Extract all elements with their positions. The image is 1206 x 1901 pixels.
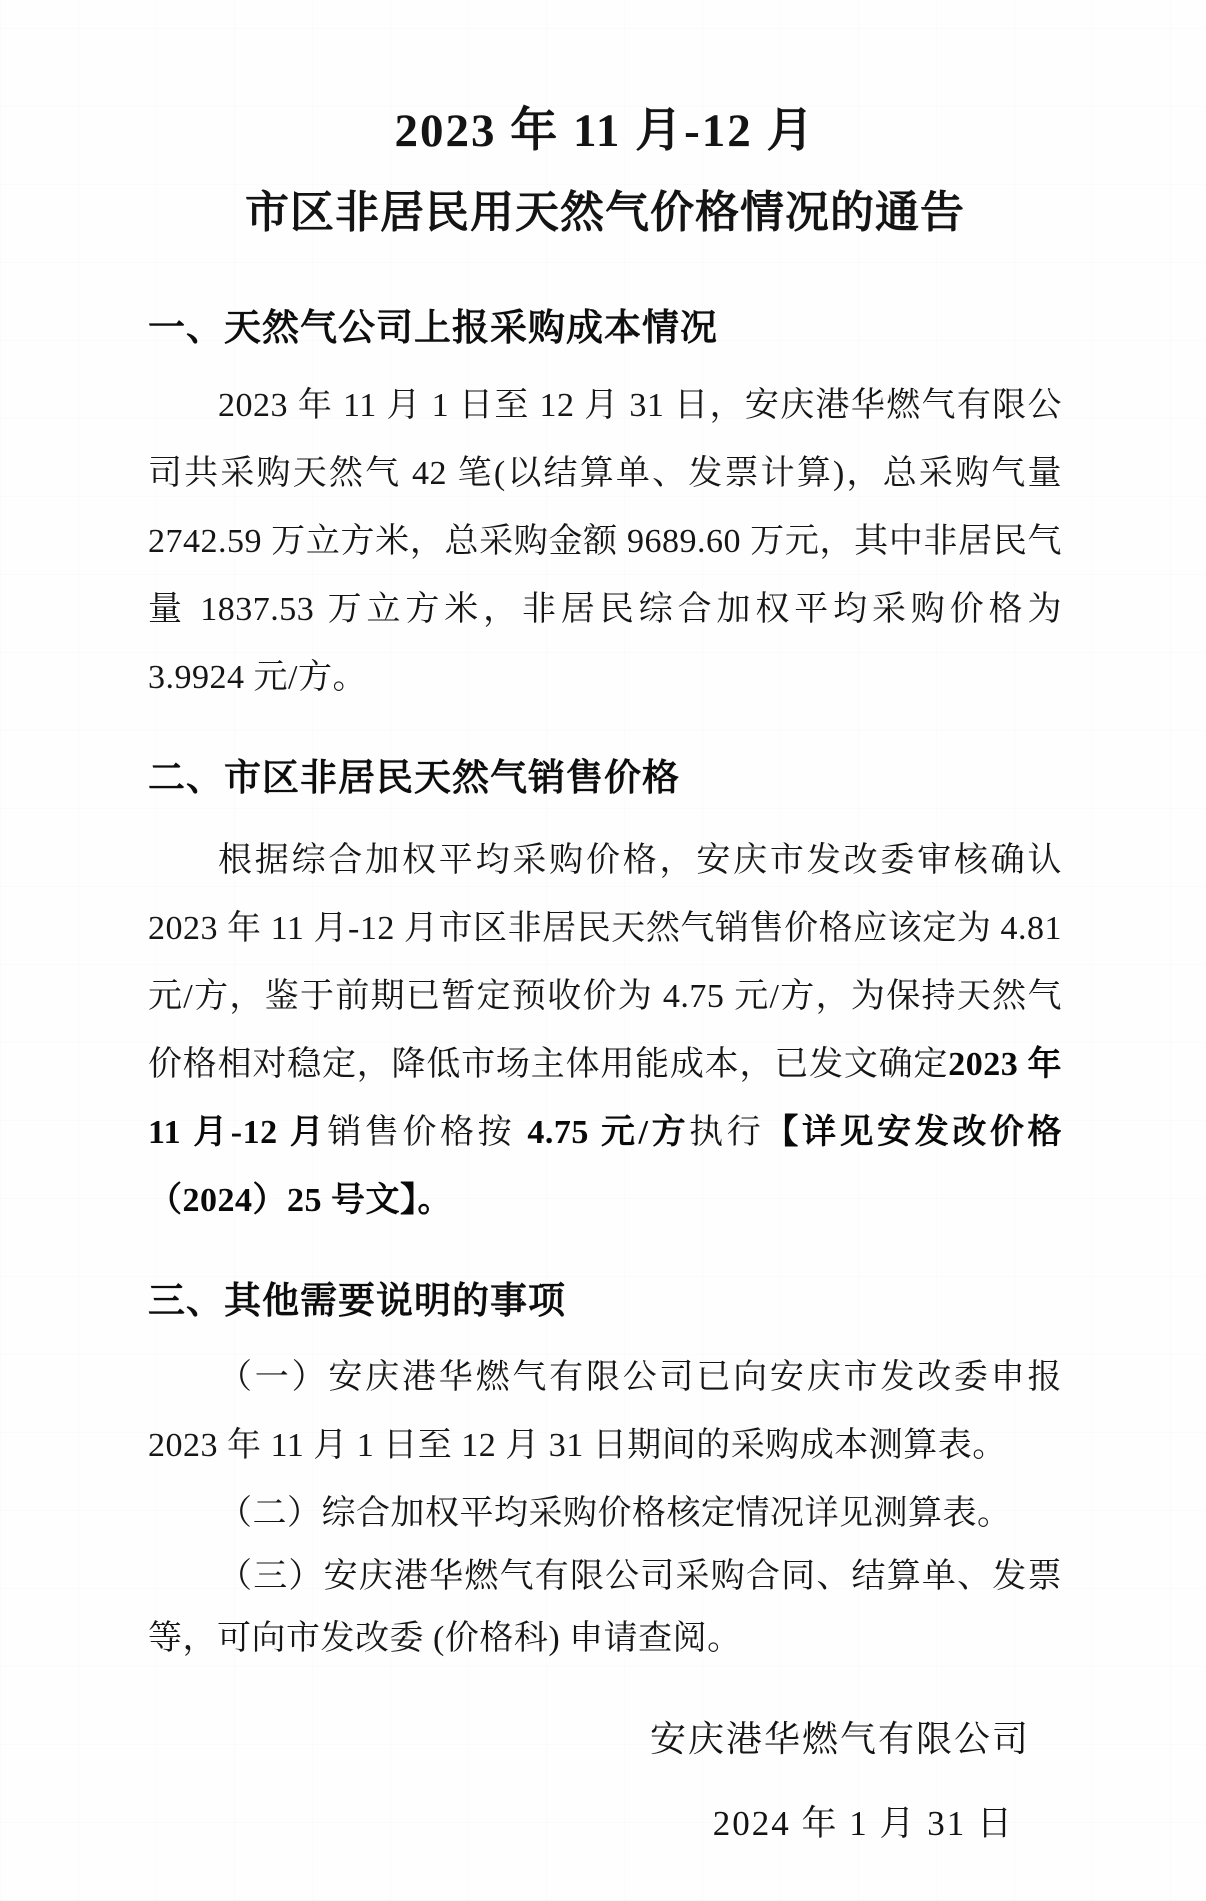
section2-run-6-bold: 【详见安发改价格（2024）25 号文】。 <box>148 1114 1062 1220</box>
section2-run-5: 执行 <box>689 1114 765 1152</box>
notice-content <box>148 0 1062 1846</box>
section2-heading: 二、市区非居民天然气销售价格 <box>148 757 680 799</box>
title-line-1: 2023 年 11 月-12 月 <box>394 105 816 157</box>
section2-run-2-bold: 2023 年 11 月-12 月 <box>148 1046 1063 1152</box>
section1-paragraph: 2023 年 11 月 1 日至 12 月 31 日，安庆港华燃气有限公司共采购天然气 42 笔(以结算单、发票计算)，总采购气量 2742.59 万立方米，总采购金额 9689.60 万元，其中非居民气量 1837.53 万立方米，非居民综合加权平均采购价格为 3.9924 元/方。 <box>148 387 1062 697</box>
section1-heading: 一、天然气公司上报采购成本情况 <box>148 306 718 348</box>
section2-paragraph <box>148 827 1062 1235</box>
section3-heading: 三、其他需要说明的事项 <box>148 1280 566 1322</box>
section2-run-3: 销售价格按 <box>327 1114 528 1152</box>
section3-item-1: （一）安庆港华燃气有限公司已向安庆市发改委申报 2023 年 11 月 1 日至 12 月 31 日期间的采购成本测算表。 <box>148 1358 1062 1464</box>
title-line-2: 市区非居民用天然气价格情况的通告 <box>245 187 965 237</box>
section2-run-1: 根据综合加权平均采购价格，安庆市发改委审核确认 2023 年 11 月-12 月市区非居民天然气销售价格应该定为 4.81 元/方，鉴于前期已暂定预收价为 4.75 元/方，为保持天然气价格相对稳定，降低市场主体用能成本，已发文确定 <box>148 842 1062 1084</box>
section2-run-4-bold: 4.75 元/方 <box>527 1114 690 1152</box>
section3-item-2: （二）综合加权平均采购价格核定情况详见测算表。 <box>218 1494 1012 1532</box>
signature-date: 2024 年 1 月 31 日 <box>712 1803 1014 1843</box>
signature-company: 安庆港华燃气有限公司 <box>649 1718 1030 1759</box>
section3-item-3: （三）安庆港华燃气有限公司采购合同、结算单、发票等，可向市发改委 (价格科) 申请查阅。 <box>148 1557 1062 1657</box>
